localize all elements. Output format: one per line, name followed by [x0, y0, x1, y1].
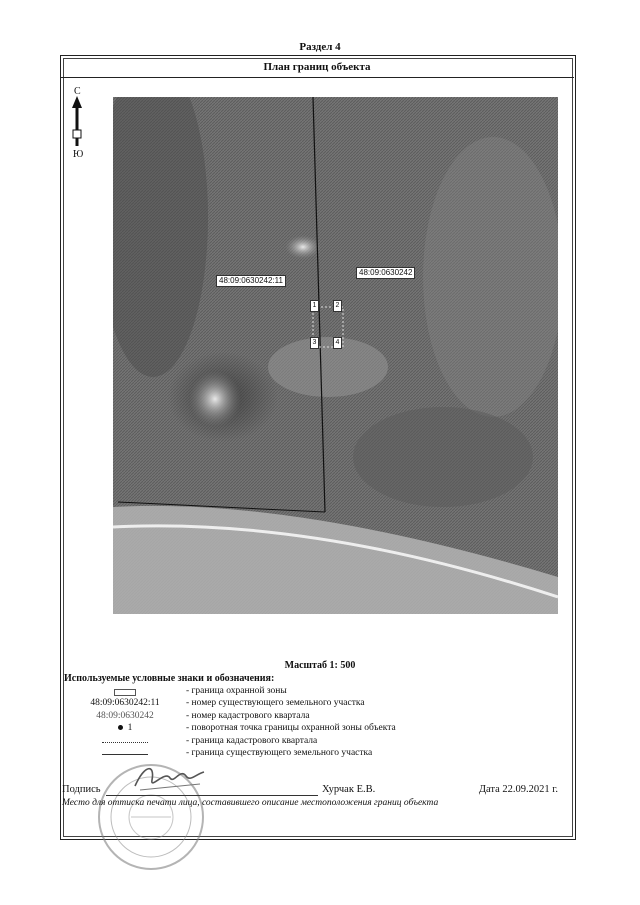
- south-label: Ю: [73, 149, 84, 160]
- legend-item: - граница существующего земельного участка: [64, 748, 504, 760]
- zone-boundary-icon: [114, 689, 136, 696]
- signer-name: Хурчак Е.В.: [322, 784, 376, 795]
- north-label: С: [74, 86, 81, 97]
- signature-label: Подпись: [62, 784, 101, 795]
- quarter-label: 48:09:0630242: [356, 267, 415, 279]
- signature-row: [62, 784, 572, 798]
- legend-item: 1 - поворотная точка границы охранной зоны объекта: [64, 723, 504, 735]
- legend: [64, 686, 504, 760]
- legend-item: - граница охранной зоны: [64, 686, 504, 698]
- signature-date: Дата 22.09.2021 г.: [478, 784, 558, 795]
- north-arrow-icon: [70, 96, 84, 146]
- legend-symbol-text: 48:09:0630242: [96, 710, 154, 721]
- legend-title: Используемые условные знаки и обозначения:: [64, 673, 275, 684]
- quarter-boundary-icon: [102, 742, 148, 743]
- map-scale: Масштаб 1: 500: [284, 660, 356, 671]
- legend-item: - граница кадастрового квартала: [64, 736, 504, 748]
- turn-point: 2: [333, 300, 342, 312]
- parcel-boundary-icon: [102, 754, 148, 755]
- compass: [70, 86, 94, 166]
- legend-symbol-text: 1: [127, 723, 133, 734]
- stamp-place-note: Место для оттиска печати лица, составившего описание местоположения границ объекта: [62, 798, 439, 808]
- legend-symbol-text: 48:09:0630242:11: [90, 698, 160, 709]
- turn-point: 3: [310, 337, 319, 349]
- signature-line: [106, 795, 318, 796]
- satellite-map: [113, 97, 558, 614]
- parcel-label: 48:09:0630242:11: [216, 275, 286, 287]
- turn-point-icon: [118, 725, 123, 730]
- legend-item: 48:09:0630242 - номер кадастрового квартала: [64, 711, 504, 723]
- section-title: Раздел 4: [299, 41, 341, 53]
- plan-header: План границ объекта: [60, 58, 574, 78]
- turn-point: 4: [333, 337, 342, 349]
- turn-point: 1: [310, 300, 319, 312]
- legend-item: 48:09:0630242:11 - номер существующего земельного участка: [64, 698, 504, 710]
- aerial-photo: [113, 97, 558, 614]
